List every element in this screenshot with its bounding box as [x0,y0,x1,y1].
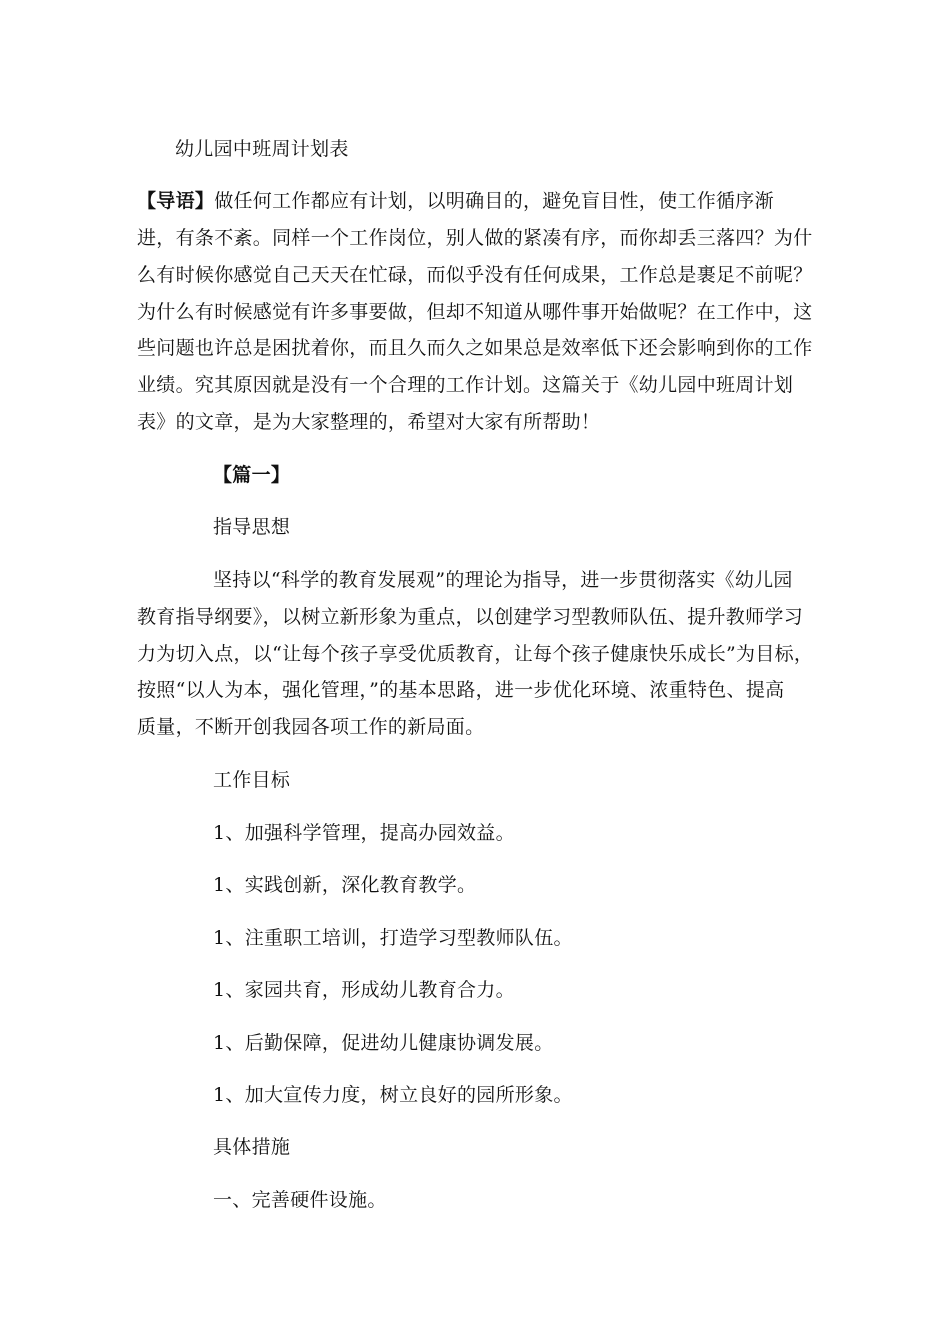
goal-item-3: 1、注重职工培训，打造学习型教师队伍。 [213,927,573,949]
intro-label: 【导语】 [137,190,215,212]
guiding-heading: 指导思想 [213,516,291,538]
guiding-line-5: 质量，不断开创我园各项工作的新局面。 [137,716,485,738]
guiding-line-1: 坚持以“科学的教育发展观”的理论为指导，进一步贯彻落实《幼儿园 [213,569,793,591]
intro-line-3: 么有时候你感觉自己天天在忙碌，而似乎没有任何成果，工作总是裹足不前呢？ [137,264,813,286]
section-label: 【篇一】 [213,464,291,486]
intro-line-5: 些问题也许总是困扰着你，而且久而久之如果总是效率低下还会影响到你的工作 [137,337,813,359]
guiding-line-2: 教育指导纲要》，以树立新形象为重点，以创建学习型教师队伍、提升教师学习 [137,606,804,628]
intro-line-4: 为什么有时候感觉有许多事要做，但却不知道从哪件事开始做呢？在工作中，这 [137,301,813,323]
intro-line-2: 进，有条不紊。同样一个工作岗位，别人做的紧凑有序，而你却丢三落四？为什 [137,227,813,249]
intro-line-7: 表》的文章，是为大家整理的，希望对大家有所帮助！ [137,411,601,433]
document-title: 幼儿园中班周计划表 [175,138,349,160]
goal-item-6: 1、加大宣传力度，树立良好的园所形象。 [213,1084,573,1106]
goal-item-5: 1、后勤保障，促进幼儿健康协调发展。 [213,1032,554,1054]
intro-line-6: 业绩。究其原因就是没有一个合理的工作计划。这篇关于《幼儿园中班周计划 [137,374,794,396]
guiding-line-3: 力为切入点，以“让每个孩子享受优质教育，让每个孩子健康快乐成长”为目标， [137,643,814,665]
intro-line-1: 【导语】做任何工作都应有计划，以明确目的，避免盲目性，使工作循序渐 [137,190,774,212]
goal-item-1: 1、加强科学管理，提高办园效益。 [213,822,515,844]
goals-heading: 工作目标 [213,769,291,791]
goal-item-4: 1、家园共育，形成幼儿教育合力。 [213,979,515,1001]
measure-item-1: 一、完善硬件设施。 [213,1189,387,1211]
goal-item-2: 1、实践创新，深化教育教学。 [213,874,477,896]
guiding-line-4: 按照“以人为本，强化管理，”的基本思路，进一步优化环境、浓重特色、提高 [137,679,785,701]
measures-heading: 具体措施 [213,1136,291,1158]
